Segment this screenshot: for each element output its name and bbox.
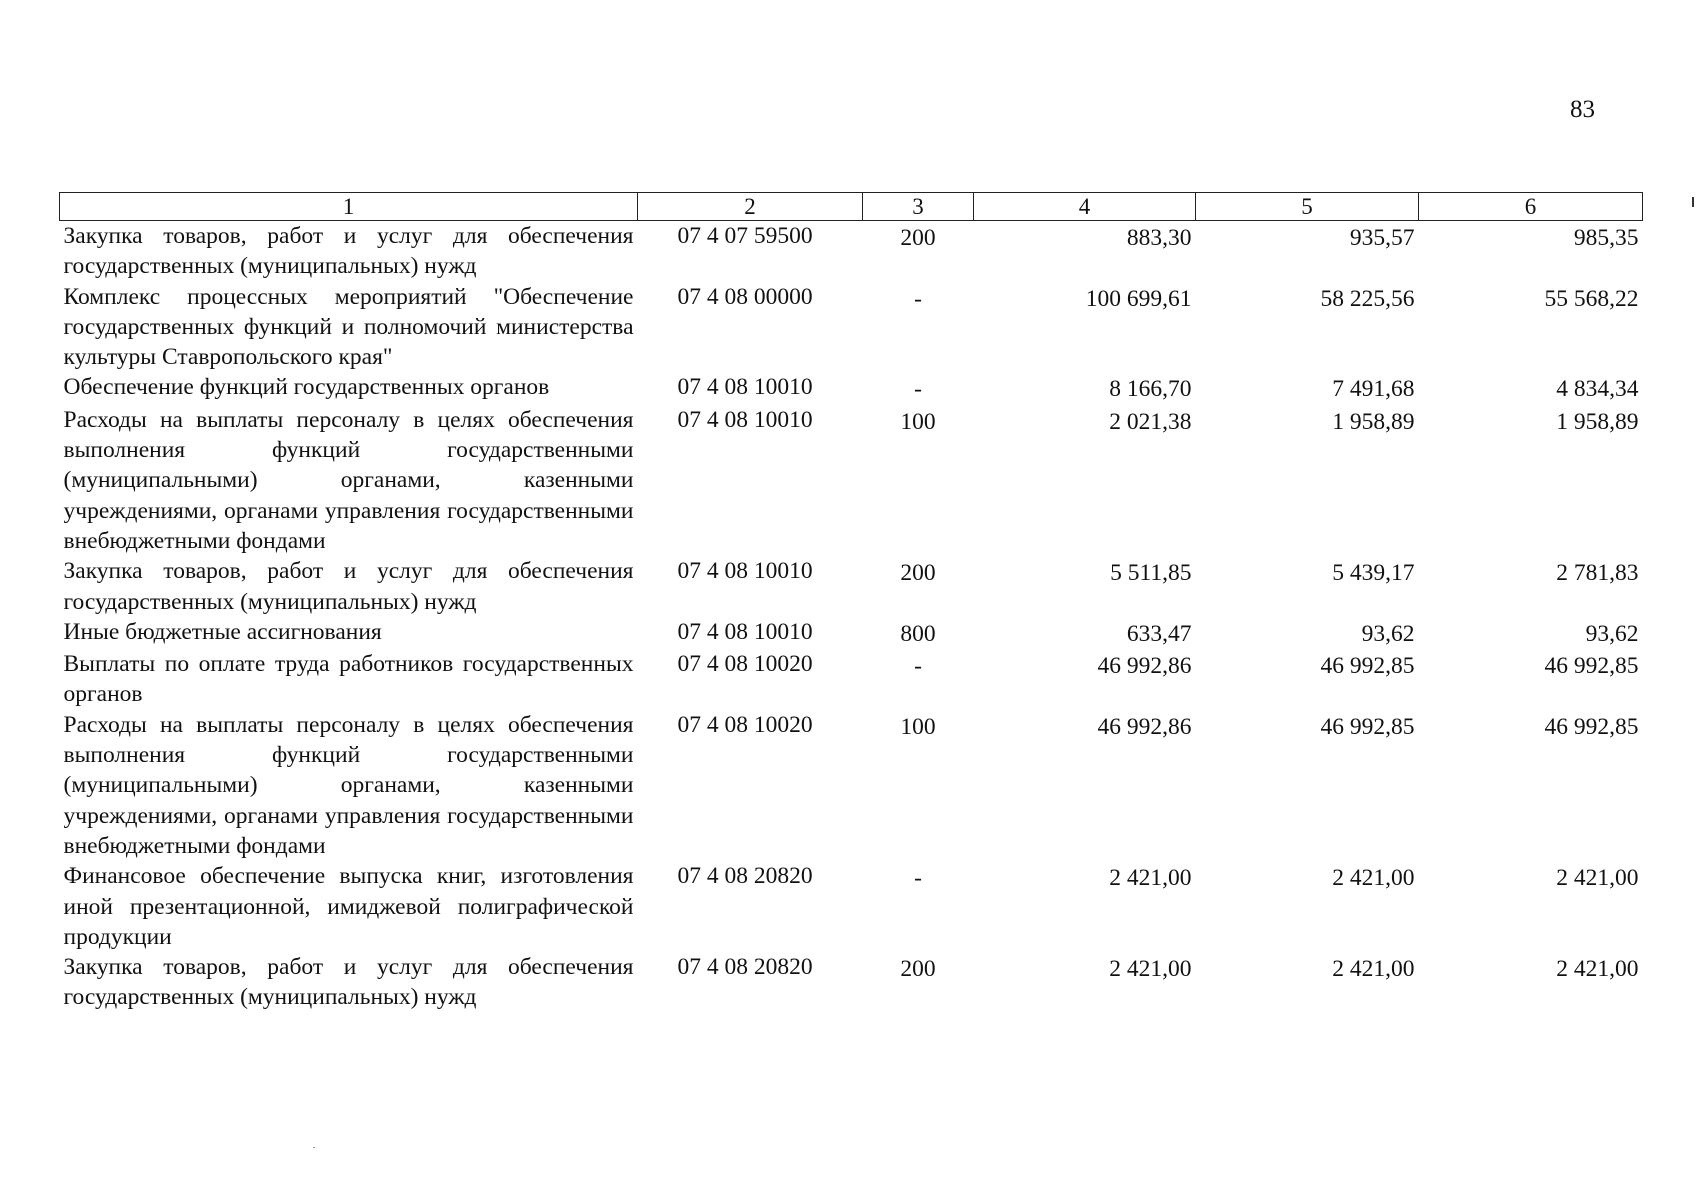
expense-type: 100 — [900, 408, 936, 435]
page-number: 83 — [1570, 96, 1595, 123]
expense-type: - — [914, 376, 922, 403]
amount-col-5: 7 491,68 — [1332, 376, 1415, 403]
expense-type: 100 — [900, 713, 936, 740]
expense-type: 200 — [900, 225, 936, 251]
expense-name: Обеспечение функций государственных органов — [63, 374, 550, 401]
expense-type: - — [914, 285, 922, 312]
table-body — [60, 221, 1643, 1013]
amount-col-6: 55 568,22 — [1544, 285, 1639, 312]
amount-col-4: 100 699,61 — [1085, 285, 1192, 312]
table-row — [60, 405, 1643, 556]
table-row — [60, 282, 1643, 373]
amount-col-4: 46 992,86 — [1097, 713, 1192, 740]
amount-col-4: 5 511,85 — [1110, 560, 1192, 587]
amount-col-5: 58 225,56 — [1320, 285, 1415, 312]
amount-col-6: 2 781,83 — [1556, 560, 1639, 587]
expense-type: - — [914, 653, 922, 680]
amount-col-5: 2 421,00 — [1332, 865, 1415, 892]
header-row — [60, 193, 1643, 221]
expense-name: Иные бюджетные ассигнования — [63, 618, 382, 645]
amount-col-4: 2 421,00 — [1109, 956, 1192, 983]
expense-name: Закупка товаров, работ и услуг для обеспечения государственных (муниципальных) нужд — [63, 558, 634, 615]
scan-edge-mark — [1692, 197, 1694, 207]
amount-col-5: 5 439,17 — [1332, 560, 1415, 587]
expense-type: - — [914, 865, 922, 892]
target-code: 07 4 07 59500 — [677, 223, 813, 249]
column-header-2: 2 — [638, 193, 863, 221]
amount-col-4: 2 421,00 — [1109, 865, 1192, 892]
target-code: 07 4 08 10010 — [677, 374, 813, 401]
expense-name: Финансовое обеспечение выпуска книг, изготовления иной презентационной, имиджевой полиграфической продукции — [63, 863, 634, 950]
expense-type: 200 — [900, 560, 936, 587]
expense-name: Выплаты по оплате труда работников государственных органов — [63, 651, 634, 708]
column-header-3: 3 — [863, 193, 974, 221]
amount-col-4: 633,47 — [1126, 620, 1192, 647]
amount-col-5: 1 958,89 — [1332, 408, 1415, 435]
target-code: 07 4 08 10010 — [677, 558, 813, 585]
table-row — [60, 617, 1643, 649]
column-header-1: 1 — [60, 193, 638, 221]
expense-name: Закупка товаров, работ и услуг для обеспечения государственных (муниципальных) нужд — [63, 223, 634, 280]
budget-table — [59, 192, 1643, 1013]
expense-type: 200 — [900, 956, 936, 983]
table-row — [60, 710, 1643, 861]
column-header-4: 4 — [974, 193, 1196, 221]
amount-col-4: 46 992,86 — [1097, 653, 1192, 680]
table-row — [60, 952, 1643, 1013]
expense-type: 800 — [900, 620, 936, 647]
amount-col-5: 935,57 — [1349, 225, 1415, 251]
amount-col-6: 985,35 — [1573, 225, 1639, 251]
amount-col-5: 46 992,85 — [1320, 713, 1415, 740]
table-row — [60, 861, 1643, 952]
target-code: 07 4 08 00000 — [677, 283, 813, 310]
amount-col-5: 93,62 — [1361, 620, 1415, 647]
expense-name: Закупка товаров, работ и услуг для обеспечения государственных (муниципальных) нужд — [63, 954, 634, 1011]
amount-col-6: 2 421,00 — [1556, 865, 1639, 892]
column-header-6: 6 — [1419, 193, 1643, 221]
amount-col-4: 8 166,70 — [1109, 376, 1192, 403]
amount-col-5: 46 992,85 — [1320, 653, 1415, 680]
amount-col-6: 4 834,34 — [1556, 376, 1639, 403]
scan-speck — [313, 1147, 315, 1148]
expense-name: Комплекс процессных мероприятий "Обеспечение государственных функций и полномочий министерства культуры Ставропольского края" — [63, 283, 634, 371]
table-row — [60, 221, 1643, 282]
amount-col-6: 46 992,85 — [1544, 653, 1639, 680]
amount-col-5: 2 421,00 — [1332, 956, 1415, 983]
target-code: 07 4 08 20820 — [677, 954, 813, 981]
amount-col-4: 883,30 — [1126, 225, 1192, 251]
amount-col-6: 93,62 — [1585, 620, 1639, 647]
table-row — [60, 556, 1643, 617]
expense-name: Расходы на выплаты персоналу в целях обеспечения выполнения функций государственными (муниципальными) органами, казенными учреждениями, органами управления государственными внебюджетными фондами — [63, 711, 634, 859]
table-header — [60, 193, 1643, 221]
amount-col-6: 46 992,85 — [1544, 713, 1639, 740]
column-header-5: 5 — [1196, 193, 1419, 221]
target-code: 07 4 08 10020 — [677, 651, 813, 678]
target-code: 07 4 08 10010 — [677, 618, 813, 645]
expense-name: Расходы на выплаты персоналу в целях обеспечения выполнения функций государственными (муниципальными) органами, казенными учреждениями, органами управления государственными внебюджетными фондами — [63, 406, 634, 554]
target-code: 07 4 08 10010 — [677, 406, 813, 433]
table-row — [60, 649, 1643, 710]
amount-col-4: 2 021,38 — [1109, 408, 1192, 435]
target-code: 07 4 08 10020 — [677, 711, 813, 738]
amount-col-6: 1 958,89 — [1556, 408, 1639, 435]
amount-col-6: 2 421,00 — [1556, 956, 1639, 983]
target-code: 07 4 08 20820 — [677, 863, 813, 890]
table-row — [60, 372, 1643, 404]
